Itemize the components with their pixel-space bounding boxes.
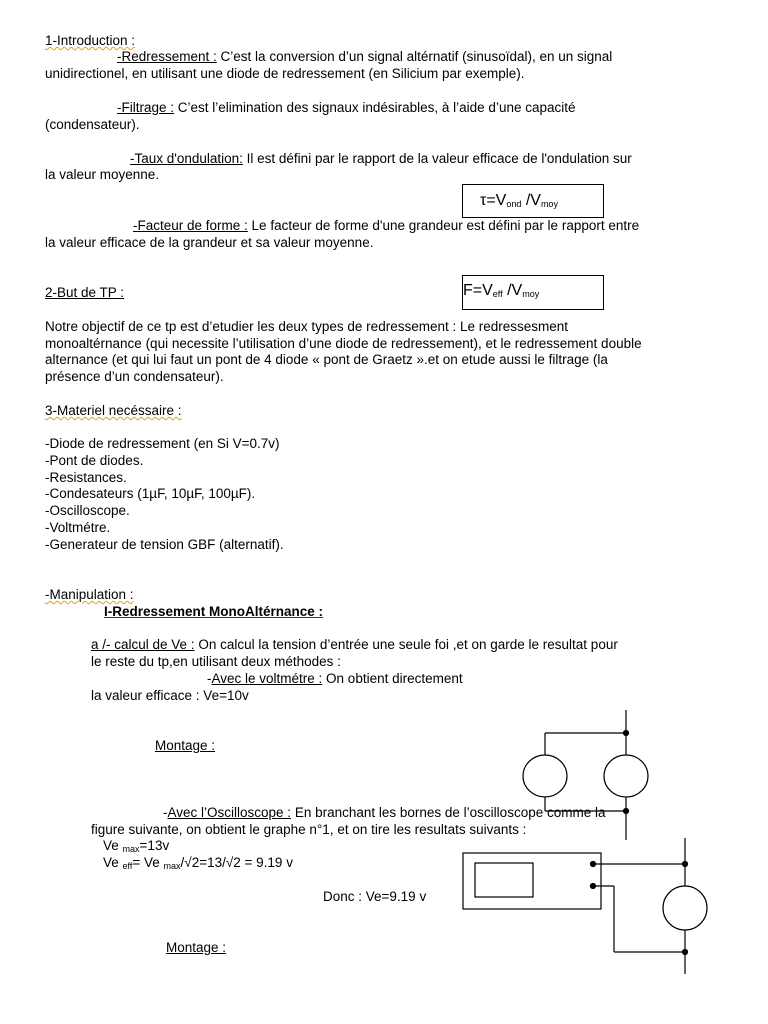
materiel-item: -Generateur de tension GBF (alternatif). bbox=[45, 537, 284, 552]
but-line-4: présence d’un condensateur). bbox=[45, 369, 224, 384]
materiel-item: -Voltmétre. bbox=[45, 520, 111, 535]
oscilloscope-line-2: figure suivante, on obtient le graphe n°1, et on tire les resultats suivants : bbox=[91, 822, 527, 837]
calc-line-2: le reste du tp,en utilisant deux méthodes : bbox=[91, 654, 341, 669]
taux-label: -Taux d'ondulation: bbox=[130, 151, 243, 166]
manip-heading: -Manipulation : bbox=[45, 587, 134, 602]
but-line-3: alternance (et qui lui faut un pont de 4 diode « pont de Graetz ».et on etude aussi le filtrage (la bbox=[45, 352, 608, 367]
vmax-value: Ve $_{max}$=13v bbox=[103, 838, 170, 854]
facteur-label: -Facteur de forme : bbox=[133, 218, 248, 233]
section-title: I-Redressement MonoAltérnance : bbox=[104, 604, 324, 619]
node-dot bbox=[624, 809, 629, 814]
filtrage-line-1: -Filtrage : C’est l’elimination des signaux indésirables, à l’aide d’une capacité bbox=[117, 100, 576, 115]
materiel-item: -Resistances. bbox=[45, 470, 127, 485]
taux-formula-box bbox=[462, 184, 604, 218]
oscilloscope-label: Avec l’Oscilloscope : bbox=[167, 805, 292, 820]
voltmetre-value: la valeur efficace : Ve=10v bbox=[91, 688, 249, 703]
voltmetre-line: -Avec le voltmétre : On obtient directement bbox=[207, 671, 463, 686]
filtrage-label: -Filtrage : bbox=[117, 100, 175, 115]
redressement-label: -Redressement : bbox=[117, 49, 217, 64]
oscilloscope-line-1: -Avec l’Oscilloscope : En branchant les bornes de l’oscilloscope comme la bbox=[163, 805, 606, 820]
intro-heading: 1-Introduction : bbox=[45, 33, 136, 48]
but-line-1: Notre objectif de ce tp est d’etudier les deux types de redressement : Le redressesment bbox=[45, 319, 569, 334]
but-line-2: monoaltérnance (qui necessite l’utilisation d’une diode de redressement), et le redressement double bbox=[45, 336, 642, 351]
veff-formula: Ve $_{eff}$= Ve $_{max}$/√2=13/√2 = 9.19 v bbox=[103, 855, 293, 871]
materiel-item: -Diode de redressement (en Si V=0.7v) bbox=[45, 436, 280, 451]
facteur-line-1: -Facteur de forme : Le facteur de forme d'une grandeur est défini par le rapport entre bbox=[133, 218, 640, 233]
node-dot bbox=[683, 862, 688, 867]
taux-line-2: la valeur moyenne. bbox=[45, 167, 160, 182]
calc-line-1: a /- calcul de Ve : On calcul la tension d’entrée une seule foi ,et on garde le resultat pour bbox=[91, 637, 618, 652]
redressement-line-1: -Redressement : C’est la conversion d’un signal altérnatif (sinusoïdal), en un signal bbox=[117, 49, 613, 64]
oscilloscope-circuit bbox=[463, 838, 707, 974]
materiel-item: -Condesateurs (1µF, 10µF, 100µF). bbox=[45, 486, 256, 501]
facteur-formula-box bbox=[462, 275, 604, 310]
but-heading: 2-But de TP : bbox=[45, 285, 125, 300]
oscilloscope-body bbox=[463, 853, 601, 909]
voltmeter-circle bbox=[604, 755, 648, 797]
donc-result: Donc : Ve=9.19 v bbox=[323, 889, 427, 904]
montage-label-2: Montage : bbox=[166, 940, 227, 955]
component-circle-left bbox=[523, 755, 567, 797]
node-dot bbox=[683, 950, 688, 955]
facteur-formula: $F=V_{eff}$ $/V_{moy}$ bbox=[463, 282, 540, 299]
taux-formula: $\tau=V_{ond}$ $/V_{moy}$ bbox=[480, 192, 558, 209]
taux-line-1: -Taux d'ondulation: Il est défini par le rapport de la valeur efficace de l'ondulation sur bbox=[130, 151, 632, 166]
voltmetre-label: Avec le voltmétre : bbox=[211, 671, 323, 686]
component-circle bbox=[663, 886, 707, 930]
node-dot bbox=[624, 731, 629, 736]
materiel-item: -Pont de diodes. bbox=[45, 453, 144, 468]
redressement-line-2: unidirectionel, en utilisant une diode de redressement (en Silicium par exemple). bbox=[45, 66, 525, 81]
facteur-line-2: la valeur efficace de la grandeur et sa valeur moyenne. bbox=[45, 235, 374, 250]
calc-label: a /- calcul de Ve : bbox=[91, 637, 195, 652]
materiel-item: -Oscilloscope. bbox=[45, 503, 130, 518]
materiel-heading: 3-Materiel necéssaire : bbox=[45, 403, 182, 418]
oscilloscope-screen bbox=[475, 863, 533, 897]
filtrage-line-2: (condensateur). bbox=[45, 117, 140, 132]
montage-label-1: Montage : bbox=[155, 738, 216, 753]
